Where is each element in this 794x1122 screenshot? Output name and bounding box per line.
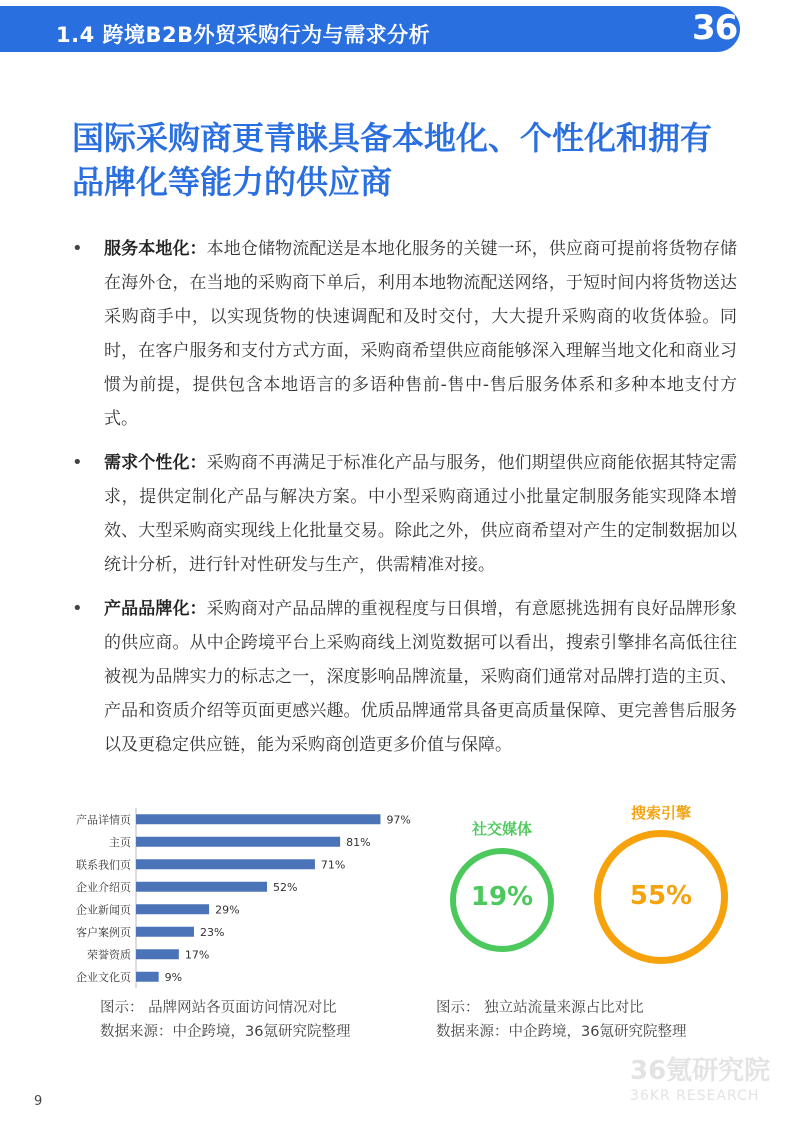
bar [136,814,380,824]
bar [136,927,194,937]
donut-label-search: 搜索引擎 [630,804,691,822]
donut-label-social: 社交媒体 [471,820,532,838]
bar [136,837,340,847]
donut-value-social: 19% [470,882,534,912]
bar-value-label: 23% [199,925,225,939]
bullet-paragraph [104,592,737,762]
bar-chart [60,804,420,994]
page-title: 国际采购商更青睐具备本地化、个性化和拥有品牌化等能力的供应商 [72,119,713,201]
bullet-dot-icon: • [72,598,83,619]
bar-category-label: 企业文化页 [76,970,131,984]
bullet-text: 采购商不再满足于标准化产品与服务，他们期望供应商能依据其特定需求，提供定制化产品与解决方案。中小型采购商通过小批量定制服务能实现降本增效、大型采购商实现线上化批量交易。除此之外，供应商希望对产生的定制数据加以统计分析，进行针对性研发与生产，供需精准对接。 [104,453,738,575]
page-number: 9 [34,1094,43,1109]
bar-category-label: 企业介绍页 [76,880,131,894]
donut-value-search: 55% [629,881,693,911]
bar-value-label: 9% [164,970,183,984]
bar [136,949,179,959]
bar-category-label: 联系我们页 [76,858,131,872]
bullet-item [72,592,737,762]
bar-category-label: 企业新闻页 [76,903,131,917]
bar-category-label: 荣誉资质 [87,948,131,962]
bar-category-label: 产品详情页 [76,813,131,827]
left-caption-source: 数据来源：中企跨境，36氪研究院整理 [100,1024,351,1040]
logo-36kr: 36Kr [692,8,779,48]
left-caption-title: 图示： 品牌网站各页面访问情况对比 [100,1000,337,1016]
bullet-term: 需求个性化： [104,453,207,473]
bar [136,859,315,869]
bullet-text: 本地仓储物流配送是本地化服务的关键一环，供应商可提前将货物存储在海外仓，在当地的采购商下单后，利用本地物流配送网络，于短时间内将货物送达采购商手中，以实现货物的快速调配和及时交付，大大提升采购商的收货体验。同时，在客户服务和支付方式方面，采购商希望供应商能够深入理解当地文化和商业习惯为前提，提供包含本地语言的多语种售前-售中-售后服务体系和多种本地支付方式。 [104,239,738,429]
bullet-item [72,232,737,436]
bar-value-label: 71% [320,858,346,872]
bar-value-label: 52% [273,880,298,894]
watermark [630,1056,770,1106]
bar-value-label: 17% [184,948,210,962]
left-caption [100,996,350,1044]
header-title: 1.4 跨境B2B外贸采购行为与需求分析 [56,23,431,47]
watermark-line2: 36KR RESEARCH [630,1088,760,1104]
bullet-item [72,446,737,582]
bar-value-label: 97% [386,813,411,827]
right-caption-source: 数据来源：中企跨境，36氪研究院整理 [436,1024,687,1040]
bullet-text: 采购商对产品品牌的重视程度与日俱增，有意愿挑选拥有良好品牌形象的供应商。从中企跨境平台上采购商线上浏览数据可以看出，搜索引擎排名高低往往被视为品牌实力的标志之一，深度影响品牌流量，采购商们通常对品牌打造的主页、产品和资质介绍等页面更感兴趣。优质品牌通常具备更高质量保障、更完善售后服务以及更稳定供应链，能为采购商创造更多价值与保障。 [104,599,738,755]
bullet-term: 产品品牌化： [104,599,207,619]
watermark-line1: 36氪研究院 [630,1056,771,1086]
bullet-term: 服务本地化： [104,239,207,259]
bullet-dot-icon: • [72,452,83,473]
header-bar [0,6,740,52]
bar [136,972,159,982]
bar-category-label: 主页 [109,835,131,849]
bar [136,882,267,892]
bar-value-label: 81% [346,835,371,849]
right-caption-title: 图示： 独立站流量来源占比对比 [436,1000,644,1016]
bar-category-label: 客户案例页 [76,925,131,939]
right-caption [436,996,686,1044]
bar [136,904,209,914]
bullet-list [72,232,737,772]
bullet-dot-icon: • [72,238,83,259]
bullet-paragraph [104,232,737,436]
bullet-paragraph [104,446,737,582]
bar-value-label: 29% [215,903,240,917]
